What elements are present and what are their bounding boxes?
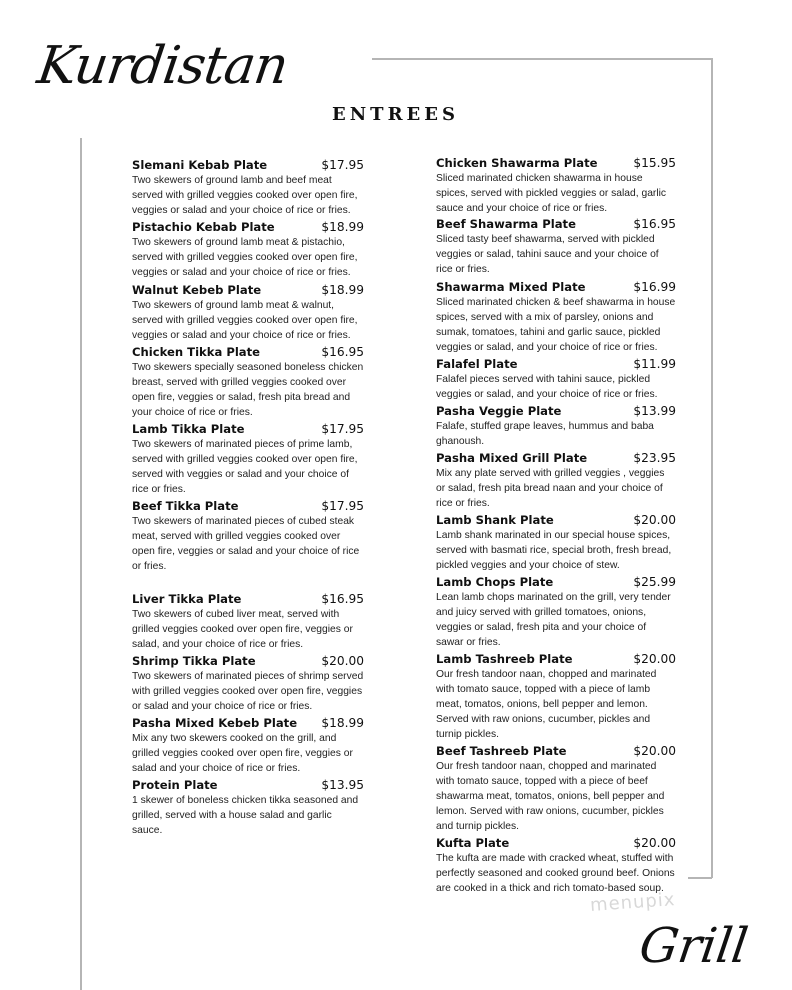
item-description: Sliced tasty beef shawarma, served with pickled veggies or salad, tahini sauce and your choice of rice or fries. [436,234,659,275]
section-title: ENTREES [332,104,459,125]
watermark: menupix [589,889,677,916]
frame-line-bottom [688,877,712,879]
menu-item [436,451,676,511]
item-name: Slemani Kebab Plate [132,158,268,172]
menu-item [132,592,364,652]
menu-item [436,217,676,277]
menu-item [436,357,676,402]
item-price: $18.99 [321,220,364,234]
item-description: Sliced marinated chicken & beef shawarma in house spices, served with a mix of parsley, onions and sumak, tomatoes, tahini and garlic sauce, pickled veggies or salad, and your choice of rice or fries. [436,297,676,353]
menu-item [132,778,364,838]
menu-item [132,220,364,280]
item-description: Two skewers of marinated pieces of shrimp served with grilled veggies cooked over open fire, veggies or salad and your choice of rice or fries. [132,671,364,712]
brand-logo-top: Kurdistan [33,36,292,96]
menu-item [132,283,364,343]
item-description: Our fresh tandoor naan, chopped and marinated with tomato sauce, topped with a piece of lamb meat, tomatos, onions, bell pepper and lemon. Served with raw onions, cucumber, pickles and turnip pickles. [436,669,657,740]
item-description: Falafel pieces served with tahini sauce, pickled veggies or salad, and your choice of rice or fries. [436,374,658,400]
menu-item [436,575,676,650]
item-name: Lamb Tashreeb Plate [436,652,573,666]
menu-item [132,422,364,497]
menu-item [132,158,364,218]
frame-line-top [372,58,712,60]
item-price: $20.00 [633,836,676,850]
item-price: $18.99 [321,283,364,297]
item-price: $17.95 [321,422,364,436]
item-name: Protein Plate [132,778,218,792]
item-name: Chicken Tikka Plate [132,345,261,359]
item-description: Two skewers of marinated pieces of prime lamb, served with grilled veggies cooked over open fire, served with veggies or salad and your choice of rice or fries. [132,439,358,495]
item-price: $20.00 [633,744,676,758]
item-price: $20.00 [321,654,364,668]
menu-column-left [132,154,364,838]
item-description: Two skewers specially seasoned boneless chicken breast, served with grilled veggies cooked over open fire, veggies or salad, fresh pita bread and your choice of rice or fries. [132,362,364,418]
item-price: $16.99 [633,280,676,294]
item-name: Beef Shawarma Plate [436,217,576,231]
item-name: Falafel Plate [436,357,518,371]
item-name: Beef Tikka Plate [132,499,239,513]
item-name: Chicken Shawarma Plate [436,156,598,170]
menu-column-right [436,154,676,896]
menu-item [132,345,364,420]
item-name: Beef Tashreeb Plate [436,744,567,758]
item-name: Liver Tikka Plate [132,592,242,606]
item-description: Two skewers of ground lamb and beef meat served with grilled veggies cooked over open fire, veggies or salad and your choice of rice or fries. [132,175,358,216]
item-price: $20.00 [633,652,676,666]
item-description: Falafe, stuffed grape leaves, hummus and baba ghanoush. [436,421,654,447]
item-price: $17.95 [321,499,364,513]
item-price: $16.95 [321,592,364,606]
item-name: Walnut Kebeb Plate [132,283,262,297]
menu-item [132,654,364,714]
item-description: Sliced marinated chicken shawarma in house spices, served with pickled veggies or salad, garlic sauce and your choice of rice or fries. [436,173,667,214]
menu-item [436,513,676,573]
item-description: Lean lamb chops marinated on the grill, very tender and juicy served with grilled tomatoes, onions, veggies or salad, fresh pita and your choice of sawar or fries. [436,592,671,648]
item-name: Lamb Shank Plate [436,513,554,527]
item-price: $13.95 [321,778,364,792]
item-name: Pistachio Kebab Plate [132,220,275,234]
item-price: $16.95 [633,217,676,231]
menu-item [132,716,364,776]
item-description: Two skewers of ground lamb meat & walnut, served with grilled veggies cooked over open fire, veggies or salad and your choice of rice or fries. [132,300,358,341]
item-price: $23.95 [633,451,676,465]
menu-item [436,404,676,449]
item-name: Pasha Veggie Plate [436,404,562,418]
item-price: $20.00 [633,513,676,527]
item-description: Lamb shank marinated in our special house spices, served with basmati rice, special broth, fresh bread, pickled veggies and your choice of stew. [436,530,672,571]
frame-line-right [711,58,713,878]
item-name: Pasha Mixed Kebeb Plate [132,716,298,730]
menu-item [436,836,676,896]
item-price: $25.99 [633,575,676,589]
item-description: Mix any plate served with grilled veggies , veggies or salad, fresh pita bread naan and your choice of rice or fries. [436,468,665,509]
brand-logo-bottom: Grill [636,918,752,974]
item-price: $15.95 [633,156,676,170]
item-price: $11.99 [633,357,676,371]
item-description: Two skewers of ground lamb meat & pistachio, served with grilled veggies cooked over open fire, veggies or salad and your choice of rice or fries. [132,237,358,278]
item-price: $13.99 [633,404,676,418]
item-description: 1 skewer of boneless chicken tikka seasoned and grilled, served with a house salad and garlic sauce. [132,795,359,836]
item-price: $18.99 [321,716,364,730]
item-description: The kufta are made with cracked wheat, stuffed with perfectly seasoned and cooked ground beef. Onions are cooked in a thick and rich tomato-based soup. [436,853,675,894]
item-name: Lamb Chops Plate [436,575,554,589]
item-description: Mix any two skewers cooked on the grill, and grilled veggies cooked over open fire, veggies or salad and your choice of rice or fries. [132,733,353,774]
menu-item [436,156,676,216]
item-price: $17.95 [321,158,364,172]
item-name: Kufta Plate [436,836,510,850]
menu-item [436,744,676,834]
item-name: Shawarma Mixed Plate [436,280,586,294]
item-description: Two skewers of cubed liver meat, served with grilled veggies cooked over open fire, veggies or salad, and your choice of rice or fries. [132,609,353,650]
item-name: Pasha Mixed Grill Plate [436,451,588,465]
item-name: Shrimp Tikka Plate [132,654,256,668]
item-price: $16.95 [321,345,364,359]
menu-item [436,652,676,742]
item-name: Lamb Tikka Plate [132,422,245,436]
menu-item [132,499,364,574]
item-description: Our fresh tandoor naan, chopped and marinated with tomato sauce, topped with a piece of beef shawarma meat, tomatos, onions, bell pepper and lemon. Served with raw onions, cucumber, pickles and turnip pickles. [436,761,665,832]
item-description: Two skewers of marinated pieces of cubed steak meat, served with grilled veggies cooked over open fire, veggies or salad and your choice of rice or fries. [132,516,360,572]
menu-item [436,280,676,355]
frame-line-left [80,138,82,990]
